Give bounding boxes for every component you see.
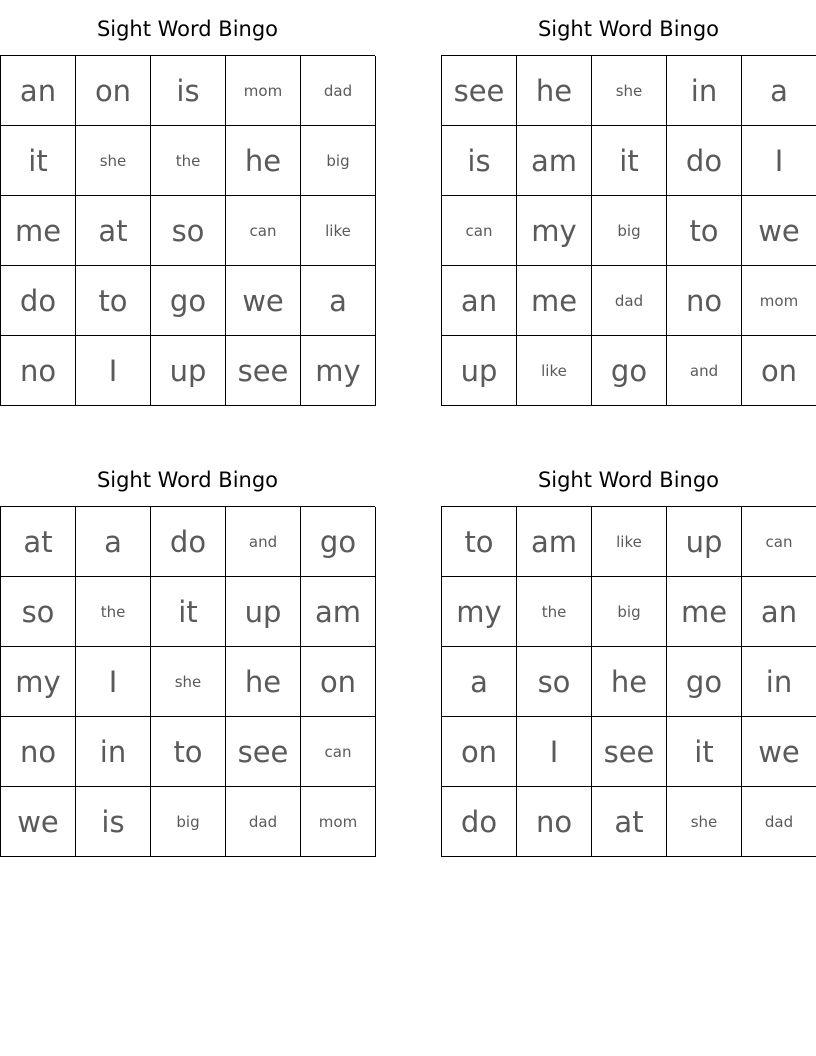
bingo-cell: we bbox=[742, 196, 816, 266]
bingo-cell: at bbox=[76, 196, 151, 266]
bingo-cell: she bbox=[76, 126, 151, 196]
bingo-cell: mom bbox=[742, 266, 816, 336]
bingo-cell: in bbox=[667, 56, 742, 126]
bingo-cell: in bbox=[742, 647, 816, 717]
bingo-cell: on bbox=[76, 56, 151, 126]
bingo-cell: up bbox=[442, 336, 517, 406]
bingo-cell: can bbox=[442, 196, 517, 266]
bingo-cell: the bbox=[517, 577, 592, 647]
bingo-cell: am bbox=[517, 507, 592, 577]
bingo-cell: dad bbox=[592, 266, 667, 336]
bingo-cell: no bbox=[667, 266, 742, 336]
bingo-cell: I bbox=[76, 336, 151, 406]
bingo-cell: we bbox=[226, 266, 301, 336]
bingo-cell: do bbox=[667, 126, 742, 196]
card-title: Sight Word Bingo bbox=[96, 17, 279, 41]
bingo-grid bbox=[0, 55, 375, 406]
bingo-cell: go bbox=[667, 647, 742, 717]
bingo-cell: my bbox=[442, 577, 517, 647]
bingo-cell: my bbox=[1, 647, 76, 717]
bingo-cell: on bbox=[742, 336, 816, 406]
bingo-cell: my bbox=[301, 336, 376, 406]
card-title: Sight Word Bingo bbox=[96, 468, 279, 492]
bingo-cell: big bbox=[151, 787, 226, 857]
bingo-grid bbox=[441, 506, 816, 857]
bingo-cell: in bbox=[76, 717, 151, 787]
bingo-card-1 bbox=[0, 0, 375, 406]
bingo-cell: she bbox=[151, 647, 226, 717]
bingo-cell: can bbox=[742, 507, 816, 577]
bingo-cell: big bbox=[301, 126, 376, 196]
bingo-cell: no bbox=[1, 717, 76, 787]
bingo-cell: a bbox=[76, 507, 151, 577]
bingo-cell: up bbox=[151, 336, 226, 406]
bingo-cell: to bbox=[667, 196, 742, 266]
bingo-cell: dad bbox=[301, 56, 376, 126]
bingo-cell: and bbox=[667, 336, 742, 406]
bingo-cell: big bbox=[592, 196, 667, 266]
bingo-cell: I bbox=[517, 717, 592, 787]
bingo-cell: see bbox=[226, 717, 301, 787]
bingo-cell: is bbox=[442, 126, 517, 196]
bingo-cell: so bbox=[517, 647, 592, 717]
bingo-cell: so bbox=[151, 196, 226, 266]
bingo-cell: and bbox=[226, 507, 301, 577]
bingo-cell: he bbox=[592, 647, 667, 717]
bingo-cell: it bbox=[667, 717, 742, 787]
bingo-cell: to bbox=[76, 266, 151, 336]
bingo-cell: the bbox=[151, 126, 226, 196]
bingo-cell: mom bbox=[226, 56, 301, 126]
bingo-grid bbox=[441, 55, 816, 406]
bingo-cell: an bbox=[742, 577, 816, 647]
bingo-cell: go bbox=[592, 336, 667, 406]
bingo-cell: to bbox=[151, 717, 226, 787]
bingo-card-2 bbox=[441, 0, 816, 406]
bingo-cell: go bbox=[151, 266, 226, 336]
bingo-cell: I bbox=[742, 126, 816, 196]
bingo-cell: can bbox=[301, 717, 376, 787]
bingo-cell: do bbox=[151, 507, 226, 577]
bingo-cell: it bbox=[1, 126, 76, 196]
bingo-cell: do bbox=[442, 787, 517, 857]
bingo-cell: he bbox=[517, 56, 592, 126]
bingo-cell: to bbox=[442, 507, 517, 577]
card-title: Sight Word Bingo bbox=[537, 468, 720, 492]
bingo-cell: see bbox=[592, 717, 667, 787]
bingo-cell: she bbox=[592, 56, 667, 126]
bingo-cell: do bbox=[1, 266, 76, 336]
bingo-cell: me bbox=[517, 266, 592, 336]
bingo-cell: big bbox=[592, 577, 667, 647]
bingo-cell: the bbox=[76, 577, 151, 647]
bingo-cell: we bbox=[742, 717, 816, 787]
bingo-cell: a bbox=[301, 266, 376, 336]
bingo-cell: so bbox=[1, 577, 76, 647]
card-title: Sight Word Bingo bbox=[537, 17, 720, 41]
bingo-cell: he bbox=[226, 647, 301, 717]
bingo-cell: can bbox=[226, 196, 301, 266]
bingo-cell: on bbox=[442, 717, 517, 787]
bingo-cell: an bbox=[442, 266, 517, 336]
bingo-cell: up bbox=[667, 507, 742, 577]
bingo-cell: a bbox=[742, 56, 816, 126]
bingo-cell: I bbox=[76, 647, 151, 717]
bingo-cell: my bbox=[517, 196, 592, 266]
bingo-cell: dad bbox=[742, 787, 816, 857]
bingo-cell: like bbox=[517, 336, 592, 406]
bingo-cell: is bbox=[76, 787, 151, 857]
bingo-cell: she bbox=[667, 787, 742, 857]
bingo-cell: a bbox=[442, 647, 517, 717]
bingo-cell: me bbox=[1, 196, 76, 266]
bingo-cell: am bbox=[517, 126, 592, 196]
bingo-cell: on bbox=[301, 647, 376, 717]
bingo-cell: see bbox=[442, 56, 517, 126]
bingo-cell: we bbox=[1, 787, 76, 857]
bingo-cell: mom bbox=[301, 787, 376, 857]
bingo-grid bbox=[0, 506, 375, 857]
bingo-cell: dad bbox=[226, 787, 301, 857]
bingo-cell: see bbox=[226, 336, 301, 406]
bingo-cell: like bbox=[301, 196, 376, 266]
bingo-cell: am bbox=[301, 577, 376, 647]
bingo-cell: an bbox=[1, 56, 76, 126]
bingo-cell: me bbox=[667, 577, 742, 647]
bingo-card-4 bbox=[441, 451, 816, 857]
bingo-cell: it bbox=[592, 126, 667, 196]
bingo-cell: at bbox=[592, 787, 667, 857]
bingo-card-3 bbox=[0, 451, 375, 857]
bingo-cell: no bbox=[1, 336, 76, 406]
bingo-cell: no bbox=[517, 787, 592, 857]
bingo-cell: at bbox=[1, 507, 76, 577]
bingo-cell: is bbox=[151, 56, 226, 126]
bingo-cell: like bbox=[592, 507, 667, 577]
bingo-cell: up bbox=[226, 577, 301, 647]
bingo-cell: he bbox=[226, 126, 301, 196]
bingo-cell: go bbox=[301, 507, 376, 577]
bingo-cell: it bbox=[151, 577, 226, 647]
